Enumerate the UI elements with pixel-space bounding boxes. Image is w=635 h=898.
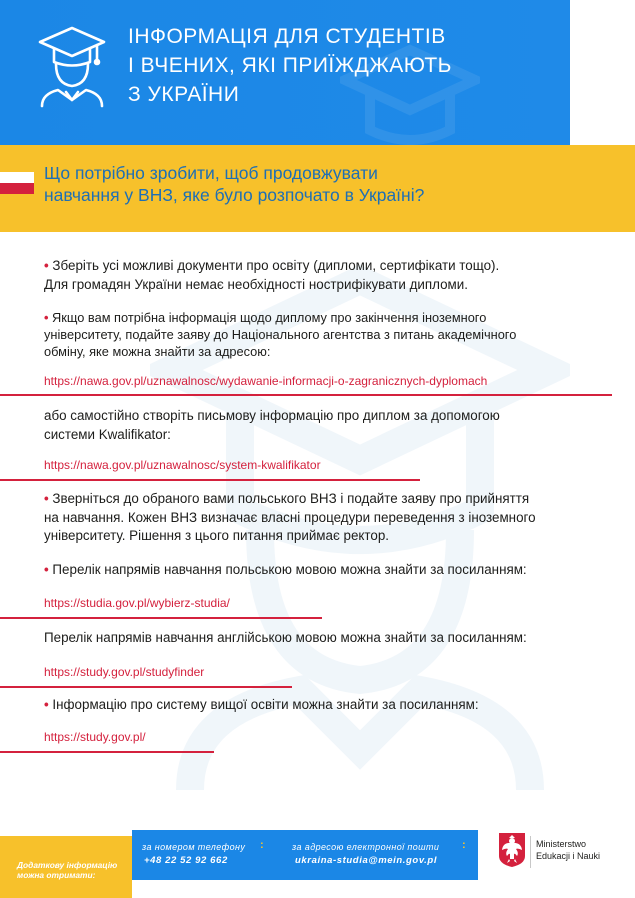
link-underline bbox=[0, 617, 322, 619]
link-nawa-kwalifikator[interactable]: https://nawa.gov.pl/uznawalnosc/system-kwalifikator bbox=[44, 458, 321, 472]
phone-number[interactable]: +48 22 52 92 662 bbox=[144, 855, 228, 866]
item-text: Для громадян України немає необхідності нострифікувати дипломи. bbox=[44, 276, 468, 292]
subtitle-line-1: Що потрібно зробити, щоб продовжувати bbox=[44, 163, 378, 183]
item-text: університету. Рішення з цього питання приймає ректор. bbox=[44, 528, 390, 543]
link-studia-wybierz[interactable]: https://studia.gov.pl/wybierz-studia/ bbox=[44, 596, 230, 610]
item-apply-university bbox=[44, 490, 604, 546]
item-documents bbox=[44, 257, 604, 294]
email-label-colon: : bbox=[462, 839, 466, 851]
bullet-marker: • bbox=[44, 258, 49, 273]
footer-note-line-2: можна отримати: bbox=[17, 870, 96, 880]
email-label: за адресою електронної пошти bbox=[292, 842, 440, 852]
polish-flag-icon bbox=[0, 172, 34, 194]
item-polish-programs bbox=[44, 561, 604, 580]
bullet-marker: • bbox=[44, 562, 49, 577]
link-underline bbox=[0, 394, 612, 396]
link-studyfinder[interactable]: https://study.gov.pl/studyfinder bbox=[44, 665, 205, 679]
link-underline bbox=[0, 479, 420, 481]
title-line-2: І ВЧЕНИХ, ЯКІ ПРИЇЖДЖАЮТЬ bbox=[128, 54, 452, 77]
item-text: або самостійно створіть письмову інформацію про диплом за допомогою bbox=[44, 408, 500, 423]
item-higher-education bbox=[44, 696, 604, 715]
email-address[interactable]: ukraina-studia@mein.gov.pl bbox=[295, 855, 438, 866]
item-text: Перелік напрямів навчання польською мовою можна знайти за посиланням: bbox=[48, 562, 527, 577]
ministry-logo bbox=[488, 828, 623, 878]
item-text: Зверніться до обраного вами польського ВНЗ і подайте заяву про прийняття bbox=[48, 491, 530, 506]
title-line-1: ІНФОРМАЦІЯ ДЛЯ СТУДЕНТІВ bbox=[128, 25, 446, 48]
phone-label: за номером телефону bbox=[142, 842, 246, 852]
bullet-marker: • bbox=[44, 697, 49, 712]
link-nawa-diploma-info[interactable]: https://nawa.gov.pl/uznawalnosc/wydawanie-informacji-o-zagranicznych-dyplomach bbox=[44, 374, 488, 388]
polish-eagle-emblem-icon bbox=[498, 832, 526, 868]
link-underline bbox=[0, 751, 214, 753]
phone-label-colon: : bbox=[260, 839, 264, 851]
item-text: системи Kwalifikator: bbox=[44, 426, 171, 442]
item-diploma-info bbox=[44, 309, 604, 360]
link-underline bbox=[0, 686, 292, 688]
item-text: Перелік напрямів навчання англійською мовою можна знайти за посиланням: bbox=[44, 630, 527, 645]
link-study-gov[interactable]: https://study.gov.pl/ bbox=[44, 730, 146, 744]
bullet-marker: • bbox=[44, 491, 49, 506]
page-title bbox=[128, 22, 558, 109]
item-text: обміну, яке можна знайти за адресою: bbox=[44, 344, 271, 359]
title-line-3: З УКРАЇНИ bbox=[128, 83, 240, 106]
footer-note-line-1: Додаткову інформацію bbox=[17, 860, 118, 870]
footer-contact-box bbox=[132, 830, 478, 880]
ministry-name bbox=[536, 838, 600, 862]
item-kwalifikator bbox=[44, 407, 604, 444]
ministry-name-line-1: Ministerstwo bbox=[536, 839, 587, 849]
item-text: Зберіть усі можливі документи про освіту (дипломи, сертифікати тощо). bbox=[48, 258, 500, 273]
item-text: університету, подайте заяву до Національного агентства з питань академічного bbox=[44, 327, 517, 342]
bullet-marker: • bbox=[44, 310, 49, 325]
header-gap bbox=[570, 0, 635, 145]
item-text: Якщо вам потрібна інформація щодо диплому про закінчення іноземного bbox=[48, 310, 487, 325]
graduate-student-icon bbox=[34, 22, 110, 108]
logo-divider bbox=[530, 836, 531, 868]
subtitle-line-2: навчання у ВНЗ, яке було розпочато в Україні? bbox=[44, 185, 425, 205]
section-subtitle bbox=[44, 162, 604, 206]
ministry-name-line-2: Edukacji i Nauki bbox=[536, 851, 601, 861]
item-text: Інформацію про систему вищої освіти можна знайти за посиланням: bbox=[48, 697, 479, 712]
footer-note bbox=[17, 860, 127, 880]
header-banner bbox=[0, 0, 570, 145]
item-text: на навчання. Кожен ВНЗ визначає власні процедури переведення з іноземного bbox=[44, 509, 536, 525]
item-english-programs bbox=[44, 629, 604, 648]
